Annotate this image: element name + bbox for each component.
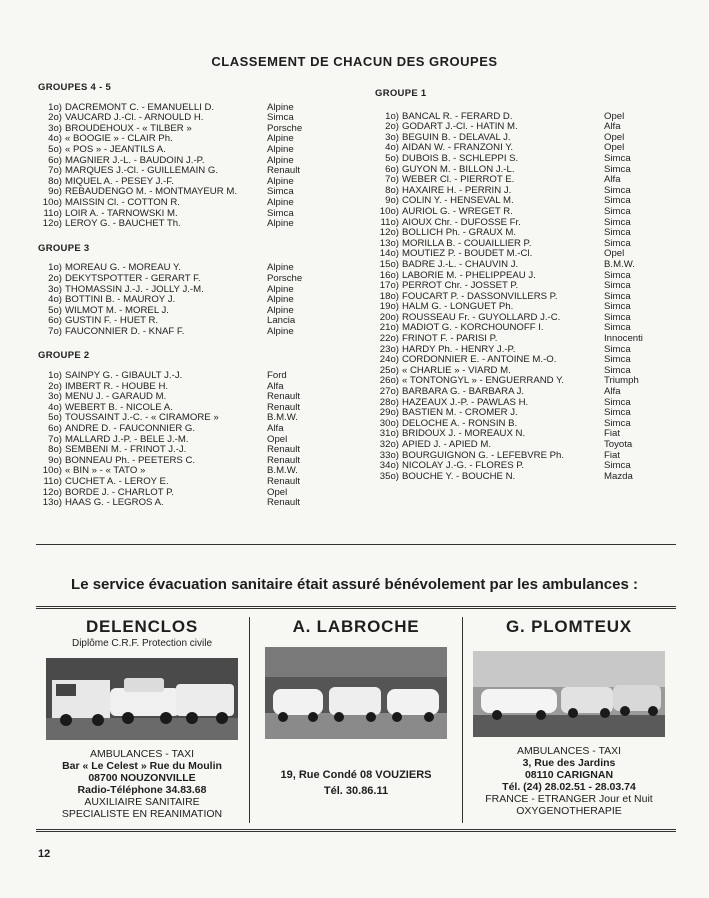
page-number: 12	[38, 848, 51, 860]
entry-name: HAAS G. - LEGROS A.	[65, 497, 164, 509]
entry-name: LOIR A. - TARNOWSKI M.	[65, 207, 178, 219]
entry-name: MALLARD J.-P. - BELE J.-M.	[65, 433, 189, 445]
entry-name: HARDY Ph. - HENRY J.-P.	[402, 343, 516, 355]
entry-car: Simca	[604, 237, 631, 249]
entry-car: Opel	[604, 248, 625, 260]
entry-car: Simca	[604, 343, 631, 355]
entry-name: AIOUX Chr. - DUFOSSE Fr.	[402, 216, 521, 228]
entry-car: Simca	[604, 407, 631, 419]
firm-name: DELENCLOS	[85, 617, 199, 636]
table-row	[38, 327, 328, 338]
entry-num: 12o)	[379, 227, 399, 239]
entry-car: Innocenti	[604, 333, 643, 345]
entry-num: 1o)	[48, 101, 62, 113]
separator-line	[36, 544, 676, 545]
entry-num: 5o)	[385, 152, 399, 164]
detail-line: FRANCE - ETRANGER Jour et Nuit	[485, 793, 653, 805]
left-column	[38, 83, 328, 523]
entry-num: 1o)	[385, 110, 399, 122]
entry-car: Simca	[604, 184, 631, 196]
entry-car: Lancia	[267, 315, 296, 327]
entry-car: Ford	[267, 370, 287, 382]
table-row	[375, 440, 675, 451]
entry-car: Simca	[604, 216, 631, 228]
entry-name: TOUSSAINT J.-C. - « CIRAMORE »	[65, 412, 219, 424]
entry-car: Alpine	[267, 143, 294, 155]
entry-name: BOTTINI B. - MAUROY J.	[65, 294, 176, 306]
table-row	[375, 472, 675, 483]
entry-car: Simca	[267, 207, 294, 219]
entry-car: Renault	[267, 165, 301, 177]
entry-name: BOURGUIGNON G. - LEFEBVRE Ph.	[402, 449, 565, 461]
entry-num: 19o)	[379, 301, 399, 313]
group-2	[38, 351, 328, 508]
entry-car: Alpine	[267, 283, 294, 295]
entry-name: BADRE J.-L. - CHAUVIN J.	[402, 258, 519, 270]
entries-list	[38, 103, 328, 230]
entry-name: « TONTONGYL » - ENGUERRAND Y.	[402, 375, 564, 387]
entry-num: 3o)	[385, 131, 399, 143]
entry-num: 4o)	[48, 401, 62, 413]
entry-car: Alpine	[267, 304, 294, 316]
entry-num: 28o)	[379, 396, 399, 408]
entry-car: Simca	[604, 354, 631, 366]
entry-name: WEBER Cl. - PIERROT E.	[402, 174, 515, 186]
entry-car: Alpine	[267, 196, 294, 208]
entry-num: 9o)	[48, 454, 62, 466]
entry-name: BRIDOUX J. - MOREAUX N.	[402, 428, 526, 440]
entry-car: B.M.W.	[267, 412, 298, 424]
firm-name: G. PLOMTEUX	[506, 617, 632, 636]
ad-delenclos	[36, 617, 248, 823]
detail-line: OXYGENOTHERAPIE	[516, 805, 622, 817]
entry-car: Alfa	[267, 423, 284, 435]
entry-name: HAZEAUX J.-P. - PAWLAS H.	[402, 396, 529, 408]
entry-num: 4o)	[385, 142, 399, 154]
entry-car: Simca	[604, 460, 631, 472]
entry-num: 15o)	[379, 258, 399, 270]
detail-line: Tél. (24) 28.02.51 - 28.03.74	[502, 781, 636, 793]
entry-car: Simca	[604, 301, 631, 313]
entry-num: 6o)	[48, 315, 62, 327]
entry-car: Simca	[604, 396, 631, 408]
entry-car: Renault	[267, 497, 301, 509]
entry-car: Renault	[267, 454, 301, 466]
entry-name: HAXAIRE H. - PERRIN J.	[402, 184, 512, 196]
firm-details	[463, 745, 675, 817]
entry-car: Alpine	[267, 133, 294, 145]
entry-name: BORDE J. - CHARLOT P.	[65, 486, 174, 498]
firm-subtitle: Diplôme C.R.F. Protection civile	[71, 638, 213, 649]
entry-car: Simca	[267, 112, 294, 124]
entry-car: Alfa	[267, 380, 284, 392]
entry-car: Simca	[604, 311, 631, 323]
entry-num: 3o)	[48, 391, 62, 403]
entry-name: NICOLAY J.-G. - FLORES P.	[402, 460, 525, 472]
ambulance-photo	[473, 651, 665, 737]
entry-num: 9o)	[385, 195, 399, 207]
entry-car: Simca	[604, 322, 631, 334]
entry-num: 2o)	[48, 272, 62, 284]
entry-name: BARBARA G. - BARBARA J.	[402, 386, 525, 398]
entry-car: Alfa	[604, 174, 621, 186]
entry-car: B.M.W.	[604, 258, 635, 270]
entry-car: Alpine	[267, 101, 294, 113]
entry-name: REBAUDENGO M. - MONTMAYEUR M.	[65, 186, 237, 198]
table-row	[38, 219, 328, 230]
entry-num: 16o)	[379, 269, 399, 281]
entry-num: 12o)	[42, 486, 62, 498]
entry-name: COLIN Y. - HENSEVAL M.	[402, 195, 514, 207]
page-title: CLASSEMENT DE CHACUN DES GROUPES	[211, 54, 498, 69]
entry-name: ANDRE D. - FAUCONNIER G.	[65, 423, 196, 435]
entry-num: 3o)	[48, 122, 62, 134]
entry-name: « BIN » - « TATO »	[65, 465, 146, 477]
entry-name: DEKYTSPOTTER - GERART F.	[65, 272, 201, 284]
entry-name: MARQUES J.-Cl. - GUILLEMAIN G.	[65, 165, 218, 177]
entry-num: 14o)	[379, 248, 399, 260]
entry-num: 5o)	[48, 143, 62, 155]
entry-name: FOUCART P. - DASSONVILLERS P.	[402, 290, 558, 302]
entry-car: Alpine	[267, 175, 294, 187]
entry-num: 10o)	[379, 205, 399, 217]
entry-num: 2o)	[48, 380, 62, 392]
table-row	[375, 154, 675, 165]
ambulance-photo	[265, 647, 447, 739]
entry-car: Alpine	[267, 294, 294, 306]
entry-num: 6o)	[48, 423, 62, 435]
entry-car: Toyota	[604, 439, 633, 450]
detail-line: AUXILIAIRE SANITAIRE	[84, 796, 200, 808]
entry-car: Simca	[604, 290, 631, 302]
entry-name: DACREMONT C. - EMANUELLI D.	[65, 101, 215, 113]
entry-name: IMBERT R. - HOUBE H.	[65, 380, 169, 392]
entry-car: Simca	[604, 205, 631, 217]
entry-num: 7o)	[48, 433, 62, 445]
entry-car: Opel	[604, 131, 625, 143]
entry-num: 29o)	[379, 407, 399, 419]
entry-num: 33o)	[379, 449, 399, 461]
entry-name: MAGNIER J.-L. - BAUDOIN J.-P.	[65, 154, 205, 166]
ad-plomteux	[463, 617, 675, 823]
right-column	[375, 89, 675, 482]
entry-car: Opel	[604, 142, 625, 154]
entry-car: Alfa	[604, 121, 621, 133]
ambulance-heading: Le service évacuation sanitaire était assuré bénévolement par les ambulances :	[71, 576, 638, 593]
entry-num: 13o)	[42, 497, 62, 509]
entry-num: 2o)	[385, 121, 399, 133]
table-row	[375, 260, 675, 271]
entry-name: MORILLA B. - COUAILLIER P.	[402, 237, 532, 249]
entry-num: 27o)	[379, 386, 399, 398]
entry-name: DUBOIS B. - SCHLEPPI S.	[402, 152, 519, 164]
entry-car: Simca	[604, 227, 631, 239]
entry-name: « BOOGIE » - CLAIR Ph.	[65, 133, 173, 145]
firm-details	[250, 767, 462, 799]
detail-line: 08110 CARIGNAN	[524, 769, 614, 781]
entry-num: 1o)	[48, 262, 62, 274]
entry-car: Simca	[604, 364, 631, 376]
entry-num: 23o)	[379, 343, 399, 355]
entry-car: Porsche	[267, 122, 303, 134]
entry-num: 7o)	[48, 165, 62, 177]
table-row	[38, 274, 328, 285]
entry-name: MOREAU G. - MOREAU Y.	[65, 262, 181, 274]
entry-name: GODART J.-Cl. - HATIN M.	[402, 121, 518, 133]
entry-num: 24o)	[379, 354, 399, 366]
table-row	[38, 477, 328, 488]
entry-name: VAUCARD J.-Cl. - ARNOULD H.	[65, 112, 204, 124]
entry-name: SAINPY G. - GIBAULT J.-J.	[65, 370, 183, 382]
entry-num: 35o)	[379, 470, 399, 482]
entry-num: 21o)	[379, 322, 399, 334]
entry-name: PERROT Chr. - JOSSET P.	[402, 280, 519, 292]
entry-num: 32o)	[379, 439, 399, 450]
entry-name: BONNEAU Ph. - PEETERS C.	[65, 454, 196, 466]
entry-num: 1o)	[48, 370, 62, 382]
entry-name: CORDONNIER E. - ANTOINE M.-O.	[402, 354, 557, 366]
entry-name: MIQUEL A. - PESEY J.-F.	[65, 175, 174, 187]
entry-name: MENU J. - GARAUD M.	[65, 391, 167, 403]
entry-num: 2o)	[48, 112, 62, 124]
group-title: GROUPE 2	[38, 350, 90, 362]
entry-num: 5o)	[48, 304, 62, 316]
entry-num: 7o)	[385, 174, 399, 186]
table-row	[375, 207, 675, 218]
detail-line: SPECIALISTE EN REANIMATION	[61, 808, 223, 820]
entry-name: LEROY G. - BAUCHET Th.	[65, 218, 181, 230]
entry-name: CUCHET A. - LEROY E.	[65, 476, 169, 487]
entry-name: BOLLICH Ph. - GRAUX M.	[402, 227, 517, 239]
entry-name: AIDAN W. - FRANZONI Y.	[402, 142, 514, 154]
entry-car: Alpine	[267, 218, 294, 230]
firm-details	[36, 748, 248, 820]
entry-name: WILMOT M. - MOREL J.	[65, 304, 169, 316]
ambulance-ads	[36, 606, 676, 832]
entry-num: 31o)	[379, 428, 399, 440]
entry-num: 20o)	[379, 311, 399, 323]
detail-line: AMBULANCES - TAXI	[516, 745, 622, 757]
entry-car: Mazda	[604, 470, 633, 482]
entry-num: 17o)	[379, 280, 399, 292]
entry-name: BASTIEN M. - CROMER J.	[402, 407, 518, 419]
group-title: GROUPE 1	[375, 88, 427, 99]
entry-num: 8o)	[385, 184, 399, 196]
entry-car: Simca	[267, 186, 294, 198]
entry-num: 13o)	[379, 237, 399, 249]
entry-car: Opel	[267, 486, 288, 498]
entry-num: 22o)	[379, 333, 399, 345]
entry-car: Triumph	[604, 375, 639, 387]
detail-line: Bar « Le Celest » Rue du Moulin	[62, 760, 222, 772]
entry-num: 6o)	[48, 154, 62, 166]
entry-car: Fiat	[604, 428, 620, 440]
entry-car: Alpine	[267, 325, 294, 337]
entry-name: BEGUIN B. - DELAVAL J.	[402, 131, 511, 143]
entry-name: BROUDEHOUX - « TILBER »	[65, 122, 192, 134]
detail-line: AMBULANCES - TAXI	[89, 748, 195, 760]
entry-num: 7o)	[48, 325, 62, 337]
entry-car: Porsche	[267, 272, 303, 284]
entry-car: Alpine	[267, 154, 294, 166]
entry-name: SEMBENI M. - FRINOT J.-J.	[65, 444, 187, 456]
entry-num: 18o)	[379, 290, 399, 302]
entry-name: FAUCONNIER D. - KNAF F.	[65, 325, 185, 337]
entry-car: B.M.W.	[267, 465, 298, 477]
entry-car: Renault	[267, 476, 301, 487]
entry-num: 4o)	[48, 133, 62, 145]
entries-list	[38, 263, 328, 337]
entry-num: 9o)	[48, 186, 62, 198]
entry-name: MOUTIEZ P. - BOUDET M.-Cl.	[402, 248, 533, 260]
table-row	[38, 498, 328, 509]
entry-name: BANCAL R. - FERARD D.	[402, 110, 513, 122]
entry-num: 11o)	[43, 476, 62, 487]
table-row	[38, 198, 328, 209]
detail-line: 08700 NOUZONVILLE	[88, 772, 196, 784]
entry-num: 12o)	[42, 218, 62, 230]
entry-car: Alpine	[267, 262, 294, 274]
detail-line: 3, Rue des Jardins	[522, 757, 616, 769]
group-title: GROUPES 4 - 5	[38, 82, 112, 93]
entry-name: FRINOT F. - PARISI P.	[402, 333, 498, 345]
entry-car: Alfa	[604, 386, 621, 398]
entry-name: ROUSSEAU Fr. - GUYOLLARD J.-C.	[402, 311, 561, 323]
entry-num: 25o)	[379, 364, 399, 376]
entry-num: 11o)	[43, 207, 62, 219]
entry-name: AURIOL G. - WREGET R.	[402, 205, 513, 217]
entry-car: Renault	[267, 444, 301, 456]
detail-line: 19, Rue Condé 08 VOUZIERS	[280, 769, 432, 781]
entry-num: 6o)	[385, 163, 399, 175]
entry-num: 26o)	[379, 375, 399, 387]
entry-num: 11o)	[380, 216, 399, 228]
firm-name: A. LABROCHE	[292, 617, 420, 636]
entry-num: 8o)	[48, 175, 62, 187]
group-4-5	[38, 83, 328, 230]
entry-car: Simca	[604, 152, 631, 164]
entry-car: Simca	[604, 195, 631, 207]
entry-num: 4o)	[48, 294, 62, 306]
entry-name: MADIOT G. - KORCHOUNOFF I.	[402, 322, 544, 334]
entry-car: Renault	[267, 401, 301, 413]
entry-num: 30o)	[379, 417, 399, 429]
entry-name: « CHARLIE » - VIARD M.	[402, 364, 511, 376]
entry-name: THOMASSIN J.-J. - JOLLY J.-M.	[65, 283, 204, 295]
entry-name: MAISSIN Cl. - COTTON R.	[65, 196, 180, 208]
entry-name: WEBERT B. - NICOLE A.	[65, 401, 173, 413]
table-row	[38, 145, 328, 156]
entry-car: Simca	[604, 417, 631, 429]
entry-car: Simca	[604, 280, 631, 292]
entry-name: HALM G. - LONGUET Ph.	[402, 301, 514, 313]
entry-car: Opel	[604, 110, 625, 122]
entry-num: 8o)	[48, 444, 62, 456]
entry-name: GUYON M. - BILLON J.-L.	[402, 163, 515, 175]
entry-car: Simca	[604, 163, 631, 175]
group-title: GROUPE 3	[38, 242, 90, 254]
entry-name: LABORIE M. - PHELIPPEAU J.	[402, 269, 536, 281]
entry-name: GUSTIN F. - HUET R.	[65, 315, 159, 327]
entry-car: Opel	[267, 433, 288, 445]
entries-list	[375, 112, 675, 483]
entry-name: BOUCHE Y. - BOUCHE N.	[402, 470, 516, 482]
entry-name: « POS » - JEANTILS A.	[65, 143, 166, 155]
entry-name: DELOCHE A. - RONSIN B.	[402, 417, 518, 429]
ambulance-photo	[46, 658, 238, 740]
entry-car: Renault	[267, 391, 301, 403]
entry-car: Simca	[604, 269, 631, 281]
entry-num: 3o)	[48, 283, 62, 295]
entry-car: Fiat	[604, 449, 620, 461]
entry-num: 5o)	[48, 412, 62, 424]
detail-line: Radio-Téléphone 34.83.68	[77, 784, 207, 796]
entry-num: 10o)	[42, 196, 62, 208]
entry-num: 34o)	[379, 460, 399, 472]
entry-name: APIED J. - APIED M.	[402, 439, 492, 450]
entries-list	[38, 371, 328, 509]
ad-labroche	[249, 617, 463, 823]
entry-num: 10o)	[42, 465, 62, 477]
group-3	[38, 244, 328, 338]
detail-line: Tél. 30.86.11	[323, 785, 389, 797]
